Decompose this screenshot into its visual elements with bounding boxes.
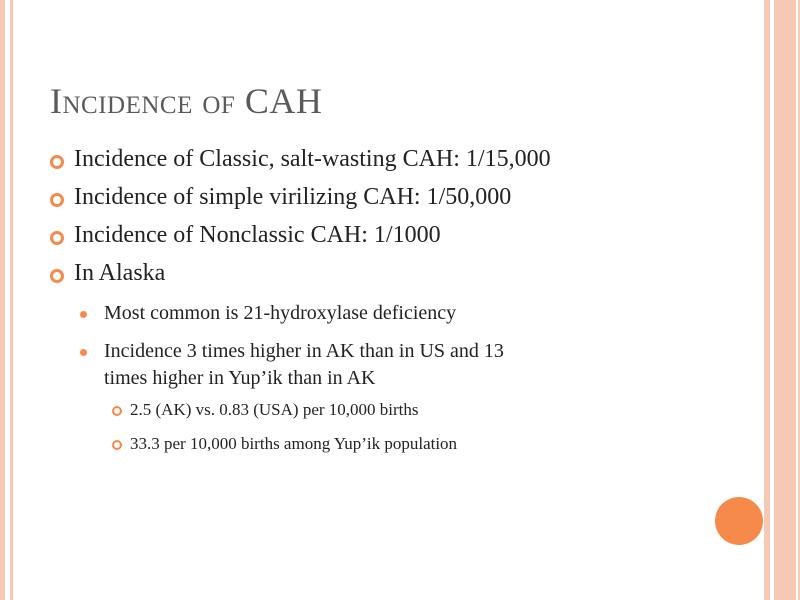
subsubbullet-2: 33.3 per 10,000 births among Yup’ik population bbox=[130, 434, 458, 453]
right-stripe-inner bbox=[764, 0, 770, 600]
subsubbullet-marker-1 bbox=[112, 406, 122, 416]
bullet-marker-2 bbox=[50, 193, 64, 207]
subsubbullet-1: 2.5 (AK) vs. 0.83 (USA) per 10,000 births bbox=[130, 400, 419, 419]
right-stripe-wide bbox=[774, 0, 796, 600]
subbullet-1: Most common is 21-hydroxylase deficiency bbox=[104, 302, 457, 324]
bullet-marker-1 bbox=[50, 155, 64, 169]
left-stripe-outer bbox=[0, 0, 5, 600]
subbullet-marker-2 bbox=[80, 349, 87, 356]
decorative-orange-circle bbox=[715, 497, 763, 545]
bullet-1: Incidence of Classic, salt-wasting CAH: 1/15,000 bbox=[74, 146, 551, 172]
left-stripe-inner bbox=[10, 0, 13, 600]
bullet-2: Incidence of simple virilizing CAH: 1/50,000 bbox=[74, 184, 512, 210]
bullet-marker-4 bbox=[50, 269, 64, 283]
subbullet-marker-1 bbox=[80, 311, 87, 318]
bullet-marker-3 bbox=[50, 231, 64, 245]
bullet-4: In Alaska bbox=[74, 260, 166, 286]
slide-title: Incidence of CAH bbox=[50, 81, 323, 121]
bullet-3: Incidence of Nonclassic CAH: 1/1000 bbox=[74, 222, 441, 248]
subsubbullet-marker-2 bbox=[112, 440, 122, 450]
subbullet-2-line1: Incidence 3 times higher in AK than in US and 13 bbox=[104, 340, 504, 362]
subbullet-2-line2: times higher in Yup’ik than in AK bbox=[104, 367, 376, 389]
